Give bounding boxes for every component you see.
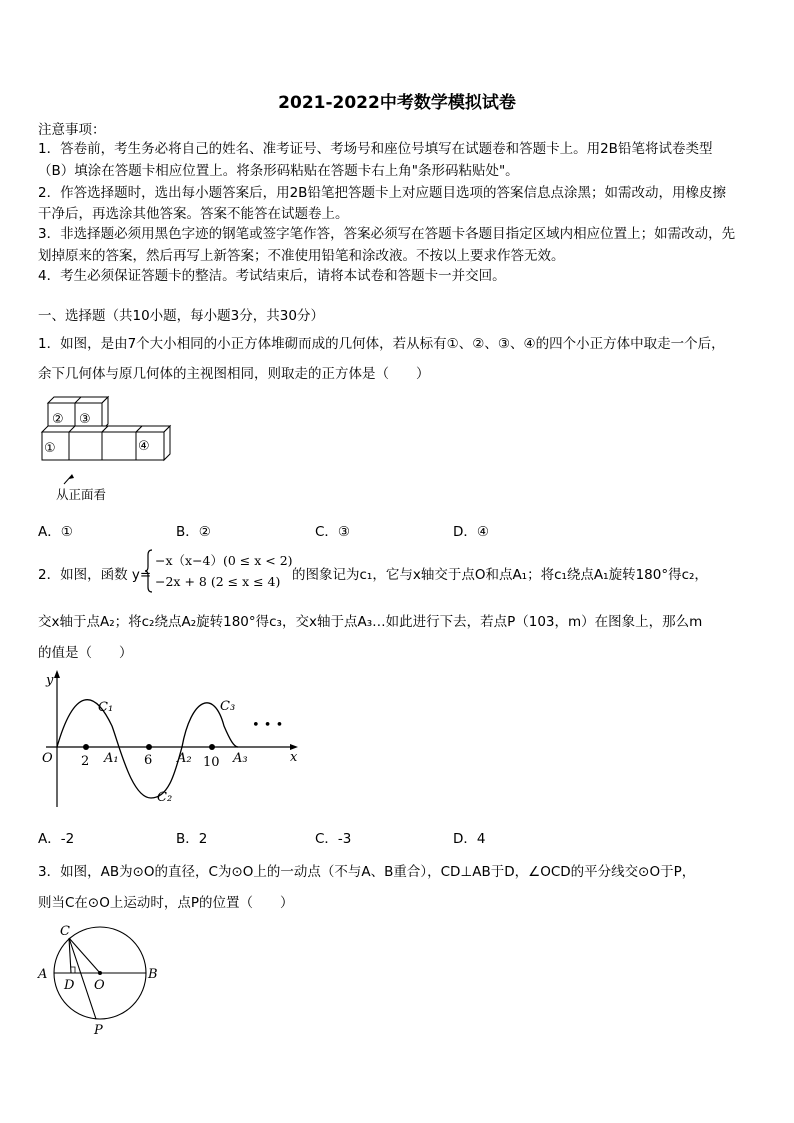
y-axis-label: y (46, 673, 54, 688)
ellipsis-label: • • • (252, 718, 284, 733)
q2-stem-line2: 交x轴于点A₂；将c₂绕点A₂旋转180°得c₃，交x轴于点A₃…如此进行下去，若点P（103，m）在图象上，那么m (38, 614, 703, 630)
q1-stem-line1: 1．如图，是由7个大小相同的小正方体堆砌而成的几何体，若从标有①、②、③、④的四个小正方体中取走一个后， (38, 336, 725, 352)
q2-option-b[interactable]: B．2 (176, 831, 208, 847)
point-p-label: P (94, 1023, 103, 1038)
q3-circle-figure (34, 920, 164, 1042)
q2-stem-suffix: 的图象记为c₁，它与x轴交于点O和点A₁；将c₁绕点A₁旋转180°得c₂， (292, 567, 708, 583)
view-label: 从正面看 (56, 487, 107, 502)
point-d-label: D (64, 978, 75, 993)
notice-line: 3．非选择题必须用黑色字迹的钢笔或签字笔作答，答案必须写在答题卡各题目指定区域内相应位置上；如需改动，先 (38, 226, 736, 242)
point-b-label: B (148, 967, 158, 982)
piecewise-row-1: −x（x−4）(0 ≤ x < 2) (155, 553, 293, 568)
q1-option-d[interactable]: D．④ (453, 524, 489, 540)
piecewise-brace (144, 549, 154, 593)
cube-label-2: ② (52, 412, 64, 427)
q2-option-d[interactable]: D．4 (453, 831, 486, 847)
cube-label-3: ③ (79, 412, 91, 427)
tick-2-label: 2 (81, 754, 90, 769)
q1-option-b[interactable]: B．② (176, 524, 211, 540)
q3-stem-line2: 则当C在⊙O上运动时，点P的位置（ ） (38, 895, 294, 911)
notice-line: 1．答卷前，考生务必将自己的姓名、准考证号、考场号和座位号填写在试题卷和答题卡上。用2B铅笔将试卷类型 (38, 141, 713, 157)
section-heading: 一、选择题（共10小题，每小题3分，共30分） (38, 308, 324, 324)
q1-option-c[interactable]: C．③ (315, 524, 351, 540)
q3-stem-line1: 3．如图，AB为⊙O的直径，C为⊙O上的一动点（不与A、B重合），CD⊥AB于D，∠OCD的平分线交⊙O于P， (38, 864, 696, 880)
cube-label-1: ① (44, 441, 56, 456)
tick-10-label: 10 (203, 755, 220, 770)
page-title: 2021-2022中考数学模拟试卷 (278, 93, 516, 113)
a3-label: A₃ (233, 751, 248, 766)
c1-label: C₁ (98, 700, 114, 715)
q2-option-a[interactable]: A．-2 (38, 831, 75, 847)
c3-label: C₃ (220, 699, 236, 714)
point-o-label: O (94, 978, 105, 993)
notice-heading: 注意事项： (38, 122, 106, 138)
point-c-label: C (60, 924, 70, 939)
origin-label: O (42, 751, 53, 766)
q2-wave-graph (36, 668, 308, 810)
tick-6-label: 6 (144, 753, 153, 768)
notice-line: 划掉原来的答案，然后再写上新答案；不准使用铅笔和涂改液。不按以上要求作答无效。 (38, 248, 565, 264)
c2-label: C₂ (157, 790, 173, 805)
piecewise-row-2: −2x + 8 (2 ≤ x ≤ 4) (155, 574, 281, 589)
notice-line: （B）填涂在答题卡相应位置上。将条形码粘贴在答题卡右上角"条形码粘贴处"。 (38, 163, 519, 179)
q1-option-a[interactable]: A．① (38, 524, 73, 540)
q1-stem-line2: 余下几何体与原几何体的主视图相同，则取走的正方体是（ ） (38, 366, 430, 382)
x-axis-label: x (290, 750, 298, 765)
a2-label: A₂ (177, 751, 192, 766)
q2-stem-line3: 的值是（ ） (38, 645, 133, 661)
notice-line: 2．作答选择题时，选出每小题答案后，用2B铅笔把答题卡上对应题目选项的答案信息点涂黑；如需改动，用橡皮擦 (38, 185, 726, 201)
cube-label-4: ④ (138, 439, 150, 454)
point-a-label: A (38, 967, 48, 982)
q2-option-c[interactable]: C．-3 (315, 831, 352, 847)
notice-line: 4．考生必须保证答题卡的整洁。考试结束后，请将本试卷和答题卡一并交回。 (38, 268, 506, 284)
notice-line: 干净后，再选涂其他答案。答案不能答在试题卷上。 (38, 206, 349, 222)
a1-label: A₁ (104, 751, 119, 766)
q2-stem-prefix: 2．如图，函数 y= (38, 567, 152, 583)
